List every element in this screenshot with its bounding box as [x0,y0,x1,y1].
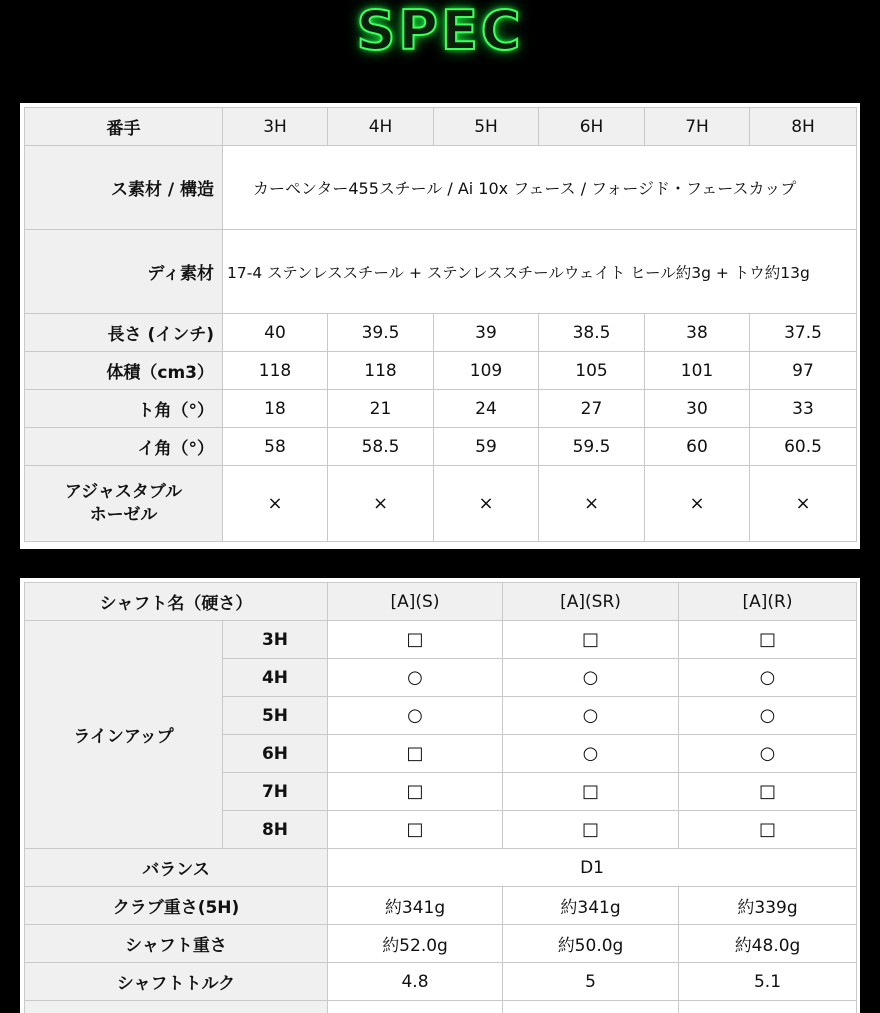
spec-table-panel [20,103,860,549]
spec-header-row [25,108,857,146]
table-cell: 38 [645,314,750,352]
table-cell: 約341g [328,887,503,925]
shaft-row-partial [25,1001,857,1013]
row-label: シャフト重さ [25,925,328,963]
table-cell: 60 [645,428,750,466]
table-cell: ○ [503,735,679,773]
row-label: 体積（cm3） [25,352,223,390]
adjustable-hosel-label-line1: アジャスタブル [64,481,183,502]
table-cell: 18 [223,390,328,428]
table-cell: 101 [645,352,750,390]
table-cell: 118 [223,352,328,390]
row-label-empty [25,1001,328,1013]
table-cell: 約50.0g [503,925,679,963]
table-cell: 39 [434,314,539,352]
table-cell: □ [679,773,857,811]
body-material-label: ディ素材 [25,230,223,314]
table-cell-empty [679,1001,857,1013]
lineup-club: 7H [223,773,328,811]
table-cell: ○ [328,697,503,735]
table-cell: 21 [328,390,434,428]
balance-label: バランス [25,849,328,887]
spec-row [25,314,857,352]
table-cell: 97 [750,352,857,390]
table-cell: 38.5 [539,314,645,352]
table-cell: 24 [434,390,539,428]
table-cell: 39.5 [328,314,434,352]
club-number-header: 番手 [25,108,223,146]
table-cell: □ [503,773,679,811]
table-cell: □ [328,811,503,849]
column-header: [A](S) [328,583,503,621]
table-cell: 109 [434,352,539,390]
adjustable-hosel-label [25,466,223,542]
spec-row [25,428,857,466]
spec-table [24,107,857,542]
row-label: シャフトトルク [25,963,328,1001]
body-material-value: 17-4 ステンレススチール + ステンレススチールウェイト ヒール約3g + トウ約13g [223,230,857,314]
table-cell: 118 [328,352,434,390]
shaft-table [24,582,857,1013]
row-label: イ角（°） [25,428,223,466]
table-cell: ○ [679,735,857,773]
table-cell: 59.5 [539,428,645,466]
table-cell-empty [328,1001,503,1013]
table-cell: □ [328,773,503,811]
table-cell: 30 [645,390,750,428]
table-cell-empty [503,1001,679,1013]
adjustable-hosel-row [25,466,857,542]
table-cell: 33 [750,390,857,428]
table-cell: × [750,466,857,542]
table-cell: 5 [503,963,679,1001]
body-material-row [25,230,857,314]
row-label: クラブ重さ(5H) [25,887,328,925]
column-header: 7H [645,108,750,146]
row-label: ト角（°） [25,390,223,428]
table-cell: 27 [539,390,645,428]
table-cell: × [434,466,539,542]
table-cell: □ [503,811,679,849]
table-cell: × [539,466,645,542]
table-cell: 40 [223,314,328,352]
page-title: SPEC [356,0,524,62]
shaft-row [25,963,857,1001]
table-cell: 105 [539,352,645,390]
table-cell: 58.5 [328,428,434,466]
table-cell: □ [328,735,503,773]
table-cell: 約52.0g [328,925,503,963]
shaft-row [25,887,857,925]
table-cell: × [645,466,750,542]
spec-row [25,352,857,390]
shaft-header-row [25,583,857,621]
table-cell: □ [503,621,679,659]
lineup-label: ラインアップ [25,621,223,849]
table-cell: 5.1 [679,963,857,1001]
table-cell: 4.8 [328,963,503,1001]
column-header: 8H [750,108,857,146]
column-header: 5H [434,108,539,146]
shaft-row [25,925,857,963]
head-material-label: ス素材 / 構造 [25,146,223,230]
table-cell: 59 [434,428,539,466]
table-cell: × [223,466,328,542]
column-header: [A](SR) [503,583,679,621]
head-material-value: カーペンター455スチール / Ai 10x フェース / フォージド・フェースカップ [223,146,857,230]
table-cell: □ [679,621,857,659]
shaft-name-header: シャフト名（硬さ） [25,583,328,621]
head-material-row [25,146,857,230]
table-cell: 60.5 [750,428,857,466]
table-cell: 58 [223,428,328,466]
table-cell: ○ [503,697,679,735]
table-cell: 約48.0g [679,925,857,963]
table-cell: ○ [328,659,503,697]
lineup-club: 3H [223,621,328,659]
lineup-club: 4H [223,659,328,697]
table-cell: 約339g [679,887,857,925]
table-cell: × [328,466,434,542]
column-header: 4H [328,108,434,146]
adjustable-hosel-label-line2: ホーゼル [89,504,158,525]
row-label: 長さ (インチ) [25,314,223,352]
table-cell: □ [328,621,503,659]
column-header: [A](R) [679,583,857,621]
balance-row [25,849,857,887]
lineup-club: 8H [223,811,328,849]
lineup-club: 5H [223,697,328,735]
column-header: 6H [539,108,645,146]
table-cell: ○ [679,697,857,735]
shaft-table-panel [20,578,860,1013]
table-cell: 約341g [503,887,679,925]
balance-value: D1 [328,849,857,887]
table-cell: ○ [503,659,679,697]
lineup-club: 6H [223,735,328,773]
table-cell: □ [679,811,857,849]
column-header: 3H [223,108,328,146]
spec-row [25,390,857,428]
table-cell: 37.5 [750,314,857,352]
table-cell: ○ [679,659,857,697]
lineup-row [25,621,857,659]
